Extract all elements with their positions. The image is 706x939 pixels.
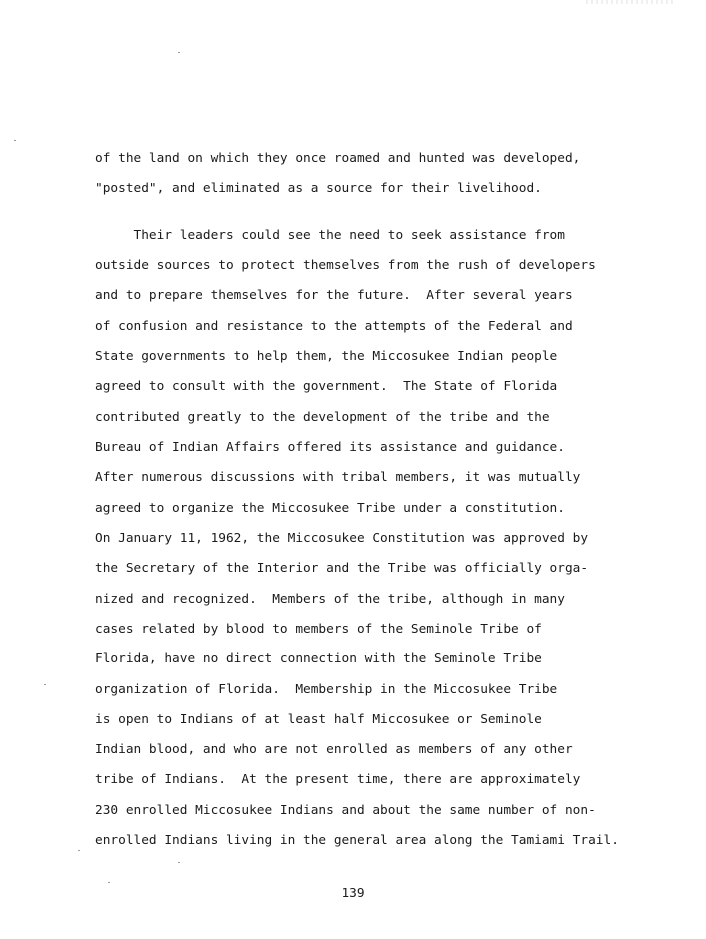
text-line: agreed to organize the Miccosukee Tribe under a constitution.	[95, 501, 565, 516]
text-line: 230 enrolled Miccosukee Indians and about the same number of non-	[95, 803, 596, 818]
text-line: is open to Indians of at least half Miccosukee or Seminole	[95, 712, 542, 727]
text-line: organization of Florida. Membership in the Miccosukee Tribe	[95, 682, 558, 697]
text-line: After numerous discussions with tribal members, it was mutually	[95, 470, 581, 485]
text-line: cases related by blood to members of the Seminole Tribe of	[95, 622, 542, 637]
text-line: the Secretary of the Interior and the Tribe was officially orga-	[95, 561, 589, 576]
text-line: and to prepare themselves for the future. After several years	[95, 288, 573, 303]
scan-speck	[14, 140, 16, 141]
scan-speck	[178, 52, 180, 53]
text-line: nized and recognized. Members of the tribe, although in many	[95, 592, 565, 607]
text-line: On January 11, 1962, the Miccosukee Constitution was approved by	[95, 531, 589, 546]
page-number: 139	[341, 886, 365, 901]
scan-artifact	[586, 0, 676, 4]
text-line: contributed greatly to the development of the tribe and the	[95, 410, 550, 425]
scan-speck	[44, 684, 46, 685]
text-line: of confusion and resistance to the attempts of the Federal and	[95, 319, 573, 334]
text-line: Indian blood, and who are not enrolled as members of any other	[95, 742, 573, 757]
text-line: Their leaders could see the need to seek assistance from	[95, 228, 565, 243]
text-line: "posted", and eliminated as a source for their livelihood.	[95, 181, 542, 196]
text-line: agreed to consult with the government. The State of Florida	[95, 379, 558, 394]
scan-speck	[178, 862, 180, 863]
text-line: State governments to help them, the Miccosukee Indian people	[95, 349, 558, 364]
scan-speck	[108, 882, 110, 883]
text-line: enrolled Indians living in the general area along the Tamiami Trail.	[95, 833, 619, 848]
text-line: Bureau of Indian Affairs offered its assistance and guidance.	[95, 440, 565, 455]
text-line: tribe of Indians. At the present time, there are approximately	[95, 772, 581, 787]
text-line: of the land on which they once roamed and hunted was developed,	[95, 151, 581, 166]
text-line: outside sources to protect themselves from the rush of developers	[95, 258, 596, 273]
scan-speck	[78, 850, 80, 851]
text-line: Florida, have no direct connection with the Seminole Tribe	[95, 651, 542, 666]
